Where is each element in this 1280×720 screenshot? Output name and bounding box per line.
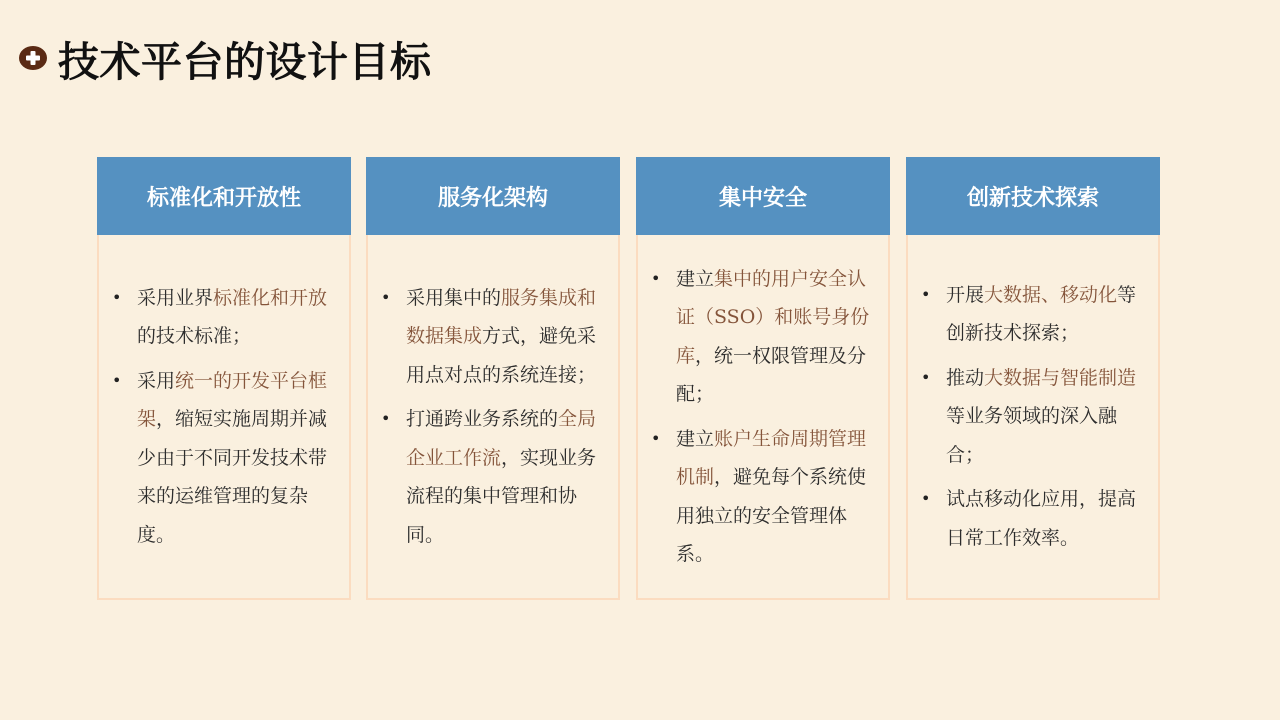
bullet-item — [406, 400, 600, 554]
highlight-text: 账户生命周期管理机制 — [676, 427, 867, 488]
bullet-text: 采用 — [137, 369, 176, 392]
plus-circle-icon — [18, 43, 48, 73]
card-header — [906, 157, 1160, 235]
card-body — [97, 235, 351, 600]
card-body — [906, 235, 1160, 600]
bullet-text: 建立 — [676, 427, 715, 450]
bullet-text: 推动 — [946, 366, 985, 389]
card-service-architecture — [366, 157, 620, 600]
card-title: 服务化架构 — [437, 184, 548, 211]
card-body — [366, 235, 620, 600]
bullet-text: 的技术标准； — [137, 325, 252, 348]
card-title: 创新技术探索 — [966, 184, 1099, 211]
card-header — [636, 157, 890, 235]
highlight-text: 集中的用户安全认证（SSO）和账号身份库 — [676, 267, 870, 367]
card-header — [366, 157, 620, 235]
highlight-text: 统一的开发平台框架 — [137, 369, 328, 431]
card-body — [636, 235, 890, 600]
bullet-text: 建立 — [676, 267, 715, 290]
bullet-item — [946, 359, 1140, 475]
highlight-text: 全局企业工作流 — [406, 408, 597, 469]
highlight-text: 大数据与智能制造 — [984, 366, 1137, 389]
card-header — [97, 157, 351, 235]
bullet-text: ，避免每个系统使用独立的安全管理体系。 — [676, 466, 867, 565]
bullet-list — [99, 279, 349, 555]
card-title: 集中安全 — [718, 184, 807, 211]
card-central-security — [636, 157, 890, 600]
card-standardization — [97, 157, 351, 600]
bullet-text: ，实现业务流程的集中管理和协同。 — [406, 446, 597, 546]
card-title: 标准化和开放性 — [146, 184, 301, 211]
bullet-item — [406, 279, 600, 395]
highlight-text: 标准化和开放 — [213, 286, 328, 309]
bullet-item — [946, 480, 1140, 557]
bullet-list — [908, 276, 1158, 558]
bullet-item — [137, 279, 331, 356]
bullet-text: ，缩短实施周期并减少由于不同开发技术带来的运维管理的复杂度。 — [137, 408, 328, 546]
bullet-item — [946, 276, 1140, 353]
bullet-list — [368, 279, 618, 555]
bullet-text: 试点移动化应用，提高日常工作效率。 — [946, 488, 1137, 549]
bullet-item — [676, 420, 870, 574]
title-row — [18, 30, 432, 86]
bullet-text: 打通跨业务系统的 — [406, 408, 559, 431]
bullet-text: 方式，避免采用点对点的系统连接； — [406, 325, 597, 386]
bullet-text: 采用业界 — [137, 286, 214, 309]
bullet-text: 等业务领域的深入融合； — [946, 405, 1118, 466]
bullet-text: 开展 — [946, 283, 985, 306]
bullet-text: 采用集中的 — [406, 286, 502, 309]
bullet-text: 等创新技术探索； — [946, 283, 1137, 345]
card-innovation — [906, 157, 1160, 600]
highlight-text: 大数据、移动化 — [984, 283, 1118, 306]
bullet-list — [638, 260, 888, 574]
highlight-text: 服务集成和数据集成 — [406, 286, 597, 348]
bullet-item — [137, 362, 331, 555]
page-title: 技术平台的设计目标 — [58, 37, 432, 86]
bullet-item — [676, 260, 870, 414]
bullet-text: ，统一权限管理及分配； — [676, 344, 867, 405]
